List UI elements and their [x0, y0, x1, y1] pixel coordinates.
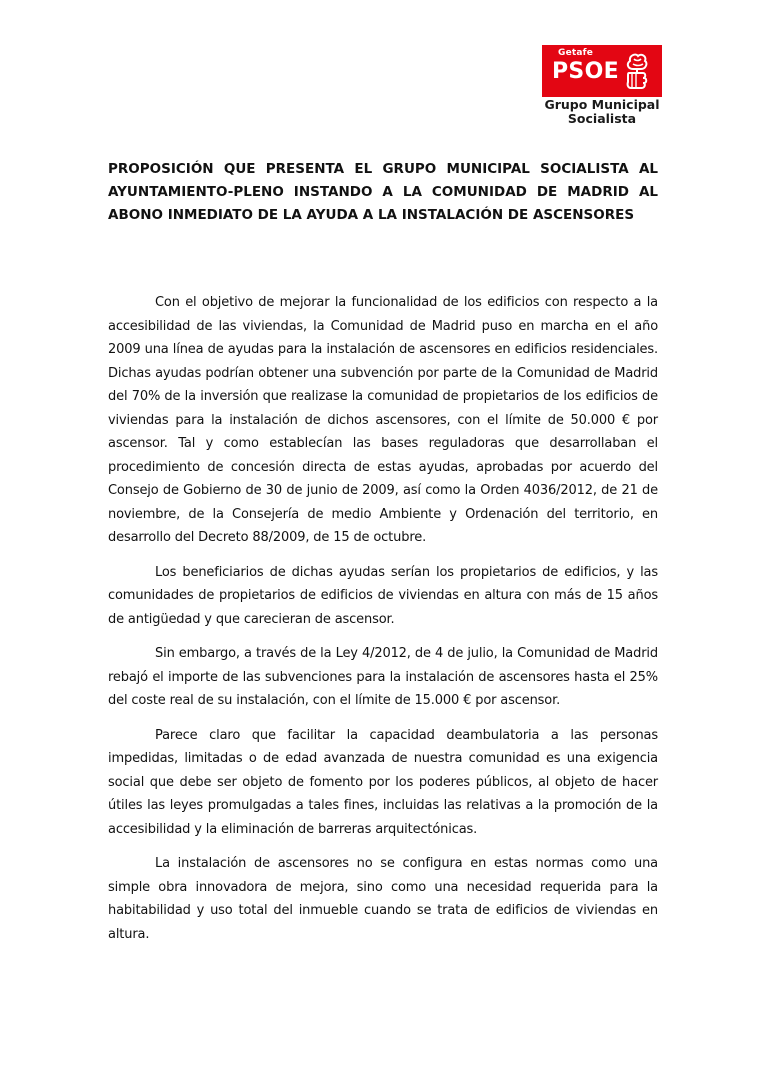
body-paragraph-5: La instalación de ascensores no se configura en estas normas como una simple obra innovadora de mejora, sino como una necesidad requerida para la habitabilidad y uso total del inmueble cuando se trata de edificios de viviendas en altura.: [108, 856, 658, 942]
logo-group-line1: Grupo Municipal: [544, 97, 660, 112]
logo-party: PSOE: [552, 59, 619, 84]
body-paragraph-3: Sin embargo, a través de la Ley 4/2012, de 4 de julio, la Comunidad de Madrid rebajó el importe de las subvenciones para la instalación de ascensores hasta el 25% del coste real de su instalación, con el límite de 15.000 € por ascensor.: [108, 646, 658, 708]
body-paragraph-2: Los beneficiarios de dichas ayudas serían los propietarios de edificios, y las comunidades de propietarios de edificios de viviendas en altura con más de 15 años de antigüedad y que carecieran de ascensor.: [108, 564, 658, 627]
rose-fist-icon: [621, 51, 651, 91]
logo-group-line2: Socialista: [567, 111, 637, 126]
logo-red-block: [542, 45, 662, 97]
document-body: [108, 291, 658, 957]
body-paragraph-1: Con el objetivo de mejorar la funcionalidad de los edificios con respecto a la accesibilidad de las viviendas, la Comunidad de Madrid puso en marcha en el año 2009 una línea de ayudas para la instalación de ascensores en edificios residenciales. Dichas ayudas podrían obtener una subvención por parte de la Comunidad de Madrid del 70% de la inversión que realizase la comunidad de propietarios de los edificios de viviendas para la instalación de dichos ascensores, con el límite de 50.000 € por ascensor. Tal y como establecían las bases reguladoras que desarrollaban el procedimiento de concesión directa de estas ayudas, aprobadas por acuerdo del Consejo de Gobierno de 30 de junio de 2009, así como la Orden 4036/2012, de 21 de noviembre, de la Consejería de medio Ambiente y Ordenación del territorio, en desarrollo del Decreto 88/2009, de 15 de octubre.: [108, 295, 658, 545]
psoe-logo: [542, 45, 662, 131]
document-title: PROPOSICIÓN QUE PRESENTA EL GRUPO MUNICIPAL SOCIALISTA AL AYUNTAMIENTO-PLENO INSTANDO A LA COMUNIDAD DE MADRID AL ABONO INMEDIATO DE LA AYUDA A LA INSTALACIÓN DE ASCENSORES: [108, 161, 658, 223]
body-paragraph-4: Parece claro que facilitar la capacidad deambulatoria a las personas impedidas, limitadas o de edad avanzada de nuestra comunidad es una exigencia social que debe ser objeto de fomento por los poderes públicos, al objeto de hacer útiles las leyes promulgadas a tales fines, incluidas las relativas a la promoción de la accesibilidad y la eliminación de barreras arquitectónicas.: [108, 727, 658, 837]
logo-city: Getafe: [558, 48, 594, 58]
